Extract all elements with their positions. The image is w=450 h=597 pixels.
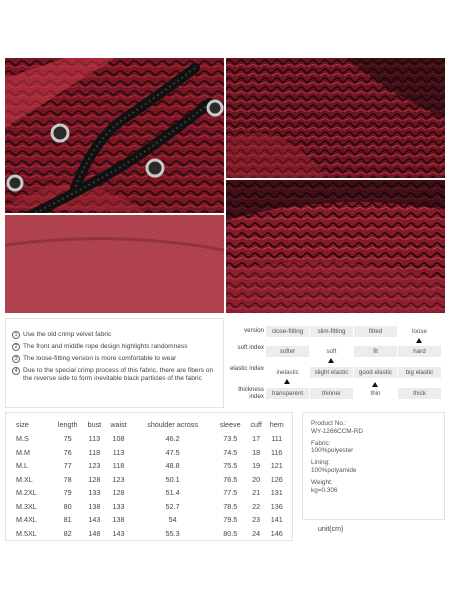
measurement-cell: 76 — [63, 447, 72, 457]
measurement-cell: 47.5 — [165, 447, 180, 457]
measurement-cell: 50.1 — [165, 474, 180, 484]
measurement-cell: 133 — [112, 501, 125, 511]
measurement-cell: 76.5 — [223, 474, 238, 484]
lining-info — [311, 459, 436, 475]
feature-text: The front and middle rope design highlights randomness — [23, 343, 188, 350]
measurement-cell: 74.5 — [223, 447, 238, 457]
feature-number: 3 — [12, 355, 20, 363]
measurement-cell: 113 — [112, 447, 125, 457]
attribute-row-soft-index — [226, 344, 445, 366]
table-row — [12, 486, 288, 500]
size-cell: M.S — [16, 434, 29, 444]
feature-list — [5, 318, 224, 408]
attribute-label: version — [244, 327, 264, 334]
measurement-cell: 131 — [270, 488, 283, 498]
measurement-cell: 78.5 — [223, 501, 238, 511]
column-header: shoulder across — [147, 420, 198, 429]
size-cell: M.L — [16, 461, 28, 471]
measurement-cell: 116 — [270, 447, 283, 457]
weight-info — [311, 479, 436, 495]
measurement-cell: 48.8 — [165, 461, 180, 471]
measurement-cell: 108 — [112, 434, 125, 444]
info-value: 100%polyamide — [311, 466, 357, 474]
crimp-texture-photo — [226, 58, 445, 178]
attribute-option: fit — [354, 346, 397, 357]
column-header: sleeve — [219, 420, 241, 429]
selection-marker-icon — [372, 382, 378, 387]
size-table-body — [12, 432, 288, 540]
attribute-option: transparent — [266, 388, 309, 399]
column-header: waist — [110, 420, 127, 429]
attribute-option-selected: loose — [398, 326, 441, 337]
info-label: Product No.: — [311, 420, 347, 427]
measurement-cell: 23 — [252, 515, 261, 525]
measurement-cell: 111 — [271, 434, 283, 444]
product-info — [302, 412, 445, 520]
selection-marker-icon — [328, 358, 334, 363]
measurement-cell: 22 — [252, 501, 261, 511]
attribute-option: softer — [266, 346, 309, 357]
measurement-cell: 141 — [270, 515, 283, 525]
measurement-cell: 128 — [88, 474, 101, 484]
feature-item — [12, 367, 219, 383]
selection-marker-icon — [416, 338, 422, 343]
measurement-cell: 80 — [63, 501, 72, 511]
attribute-option-selected: thin — [354, 388, 397, 399]
measurement-cell: 143 — [88, 515, 101, 525]
measurement-cell: 80.5 — [223, 528, 238, 538]
table-row — [12, 446, 288, 460]
attribute-option: hard — [398, 346, 441, 357]
measurement-cell: 18 — [252, 447, 261, 457]
measurement-cell: 126 — [270, 474, 283, 484]
feature-number: 1 — [12, 331, 20, 339]
measurement-cell: 146 — [270, 528, 283, 538]
attribute-option: slim-fitting — [310, 326, 353, 337]
info-label: Fabric: — [311, 439, 331, 447]
measurement-cell: 54 — [168, 515, 177, 525]
info-label: Lining: — [311, 459, 330, 467]
feature-text: The loose-fitting version is more comfortable to wear — [23, 355, 177, 362]
info-value: 100%polyester — [311, 447, 354, 455]
measurement-cell: 138 — [112, 515, 125, 525]
feature-number: 2 — [12, 343, 20, 351]
attribute-option: close-fitting — [266, 326, 309, 337]
attribute-option: good elastic — [354, 367, 397, 378]
column-header: size — [16, 420, 29, 429]
measurement-cell: 24 — [252, 528, 261, 538]
attribute-option: fitted — [354, 326, 397, 337]
measurement-cell: 123 — [88, 461, 101, 471]
product-number — [311, 420, 436, 436]
attribute-option-selected: soft — [310, 346, 353, 357]
measurement-cell: 79 — [63, 488, 72, 498]
table-row — [12, 527, 288, 541]
measurement-cell: 81 — [63, 515, 72, 525]
attribute-option: thinner — [310, 388, 353, 399]
size-cell: M.2XL — [16, 488, 37, 498]
feature-number: 4 — [12, 367, 20, 375]
measurement-cell: 118 — [112, 461, 125, 471]
attribute-label: thickness index — [238, 386, 264, 400]
measurement-cell: 55.3 — [165, 528, 180, 538]
column-header: length — [57, 420, 78, 429]
size-cell: M.XL — [16, 474, 33, 484]
attribute-label: elastic index — [229, 365, 264, 372]
size-chart — [5, 412, 293, 541]
fabric-reverse-photo — [5, 215, 224, 313]
feature-item — [12, 331, 219, 339]
measurement-cell: 82 — [63, 528, 72, 538]
attribute-grid — [226, 318, 445, 408]
measurement-cell: 128 — [112, 488, 125, 498]
measurement-cell: 46.2 — [165, 434, 180, 444]
size-table-header — [12, 417, 288, 432]
attribute-label: soft index — [237, 344, 264, 351]
measurement-cell: 73.5 — [223, 434, 238, 444]
measurement-cell: 21 — [252, 488, 261, 498]
measurement-cell: 133 — [88, 488, 101, 498]
unit-label: unit(cm) — [318, 526, 344, 533]
table-row — [12, 459, 288, 473]
lace-up-closeup-photo — [5, 58, 224, 213]
column-header: bust — [87, 420, 102, 429]
measurement-cell: 19 — [252, 461, 261, 471]
measurement-cell: 77 — [63, 461, 72, 471]
info-value: WY-1266CCM-RD — [311, 427, 363, 435]
feature-item — [12, 355, 219, 363]
fabric-info — [311, 440, 436, 456]
size-cell: M.5XL — [16, 528, 37, 538]
size-cell: M.M — [16, 447, 30, 457]
attribute-option: slight elastic — [310, 367, 353, 378]
size-table — [12, 417, 288, 540]
measurement-cell: 143 — [112, 528, 125, 538]
measurement-cell: 52.7 — [165, 501, 180, 511]
table-row — [12, 473, 288, 487]
feature-item — [12, 343, 219, 351]
measurement-cell: 79.5 — [223, 515, 238, 525]
table-row — [12, 500, 288, 514]
size-cell: M.3XL — [16, 501, 37, 511]
measurement-cell: 136 — [270, 501, 283, 511]
measurement-cell: 148 — [88, 528, 101, 538]
measurement-cell: 75 — [63, 434, 72, 444]
attribute-option: thick — [398, 388, 441, 399]
table-row — [12, 513, 288, 527]
measurement-cell: 123 — [112, 474, 125, 484]
measurement-cell: 77.5 — [223, 488, 238, 498]
measurement-cell: 121 — [270, 461, 283, 471]
attribute-row-version — [226, 324, 445, 346]
measurement-cell: 51.4 — [165, 488, 180, 498]
feature-text: Use the old crimp velvet fabric — [23, 331, 112, 338]
table-row — [12, 432, 288, 446]
attribute-option: big elastic — [398, 367, 441, 378]
size-cell: M.4XL — [16, 515, 37, 525]
info-value: kg=0.306 — [311, 486, 338, 494]
measurement-cell: 113 — [88, 434, 101, 444]
attribute-option-selected: inelastic — [266, 367, 309, 378]
measurement-cell: 138 — [88, 501, 101, 511]
measurement-cell: 75.5 — [223, 461, 238, 471]
attribute-row-elastic-index — [226, 365, 445, 387]
attribute-row-thickness-index — [226, 386, 445, 408]
selection-marker-icon — [284, 379, 290, 384]
measurement-cell: 20 — [252, 474, 261, 484]
crimp-drape-photo — [226, 180, 445, 313]
feature-text: Due to the special crimp process of this fabric, there are fibers on the reverse side to form inevitable black particles of the fabric — [23, 367, 214, 382]
column-header: cuff — [250, 420, 262, 429]
measurement-cell: 17 — [252, 434, 261, 444]
measurement-cell: 78 — [63, 474, 72, 484]
column-header: hem — [269, 420, 284, 429]
info-label: Weight: — [311, 478, 333, 486]
measurement-cell: 118 — [88, 447, 101, 457]
